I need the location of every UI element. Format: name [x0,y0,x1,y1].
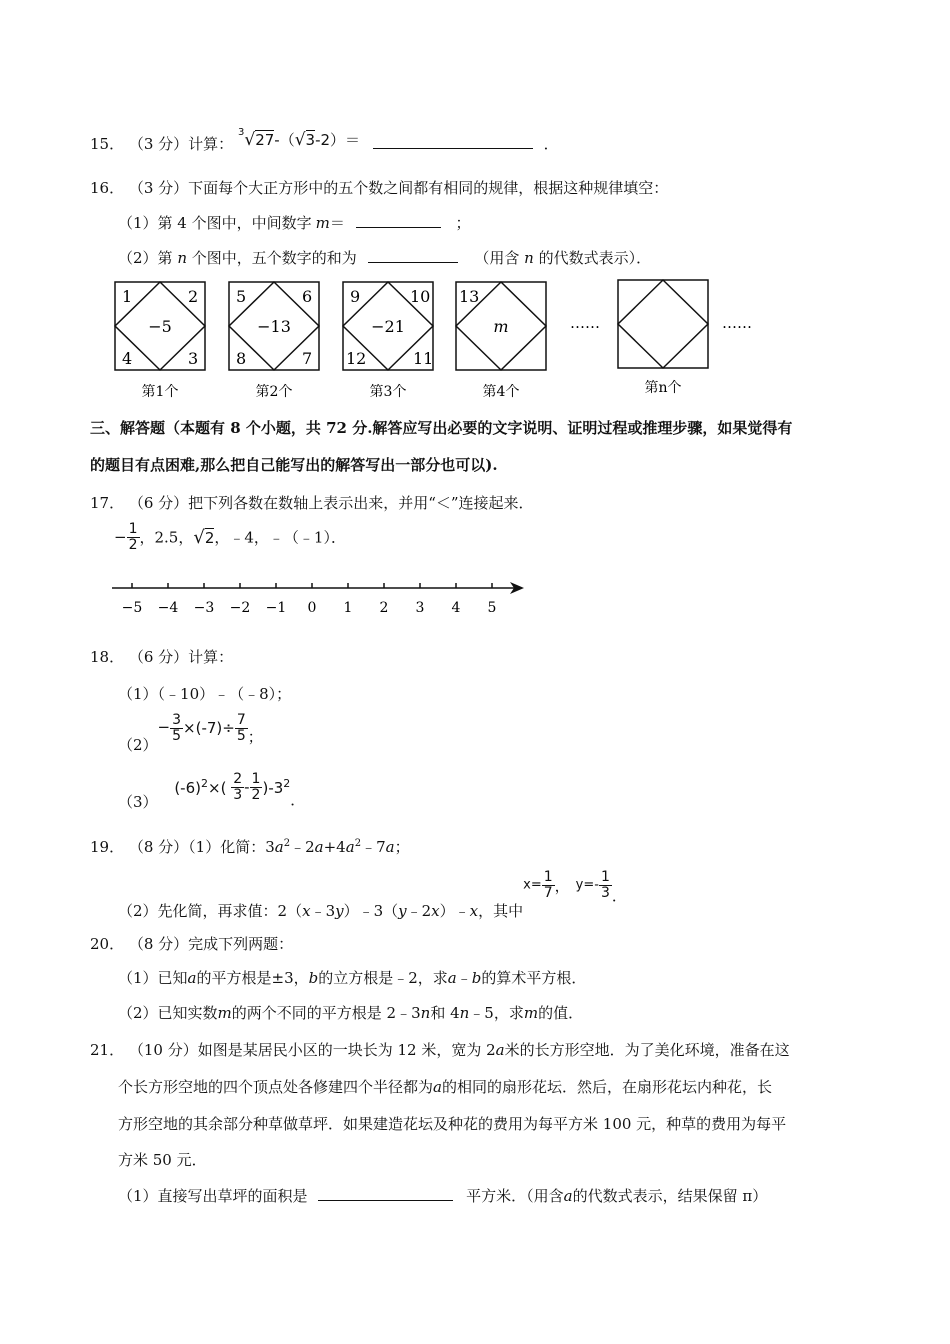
figure-1-center: −5 [148,317,172,336]
q20-p2-3: 和 4 [430,1004,460,1022]
q18-p3-exp1: 2 [201,777,208,791]
figure-3-br: 11 [413,349,434,368]
q20-p2-m2: m [523,1004,539,1022]
q18-p2-frac-b [235,713,248,743]
figure-2-caption: 第2个 [255,384,293,400]
number-line-tick-label: 2 [379,600,389,616]
q17-numbers [114,522,346,552]
q19-t4: ； [394,838,410,856]
q20-p2-1: （2）已知实数 [118,1004,218,1022]
q20-p1-b: b [308,969,319,987]
figure-3-tr: 10 [410,287,431,306]
number-line-tick-label: 3 [415,600,425,616]
q15-radicand: 27 [255,131,275,149]
q19-x2: x [431,902,440,921]
q21-l1-a: a [495,1041,505,1059]
figure-1-tr: 2 [188,287,199,306]
q20-p2-n2: n [459,1004,470,1022]
q19-t3: ﹣7 [361,838,386,856]
q20-p2-2: 的两个不同的平方根是 2﹣3 [231,1004,421,1022]
section3-line1: 三、解答题（本题有 8 个小题，共 72 分.解答应写出必要的文字说明、证明过程或推理步骤，如果觉得有 [90,419,793,437]
q16-part2-note1: （用含 [474,249,520,267]
figure-4-caption: 第4个 [482,384,520,400]
q16-part2-blank[interactable] [368,262,458,263]
q21-l1-1: （10 分）如图是某居民小区的一块长为 12 米，宽为 2 [128,1041,496,1059]
q16-part2-label: （2）第 [118,249,173,267]
q19-y-num: 1 [600,869,610,885]
q19-a3: a [345,838,355,856]
figure-n-caption: 第n个 [644,380,682,396]
q19-t1: ﹣2 [290,838,315,856]
q18-p2-a-den: 5 [172,727,182,744]
number-line-tick-label: 4 [451,600,461,616]
q19-p2-m5: ，其中 [478,902,524,921]
q18-p2-frac-a [170,713,183,743]
q21-line2 [118,1076,772,1097]
q16-stem [90,177,668,198]
q20-part2 [118,1002,583,1023]
q16-part2-mid: 个图中，五个数字的和为 [191,249,357,267]
q16-part2-var: n [177,249,187,267]
q21-number: 21． [90,1041,125,1059]
q19-p2-m3: ﹣2 [406,902,432,921]
q18-p2-b-num: 7 [236,712,246,728]
figure-n-diamond [618,280,708,368]
q20-p1-2: 的平方根是±3， [196,969,309,987]
figure-1-bl: 4 [122,349,133,368]
figure-4-tl: 13 [459,287,480,306]
figure-3-center: −21 [371,317,405,336]
q21-l2-1: 个长方形空地的四个顶点处各修建四个半径都为 [118,1078,434,1096]
figure-n-square [618,280,708,368]
q19-part2 [118,869,627,921]
number-line-tick-label: −1 [265,600,287,616]
q19-e1: 2 [283,838,291,849]
q19-e2: 2 [354,838,362,849]
q19-part1 [90,836,410,857]
figure-2-bl: 8 [236,349,247,368]
figure-4-center: m [493,317,509,336]
q15-score: （3 分）计算： [128,135,234,153]
q17-minus: − [114,528,127,547]
figure-3-bl: 12 [346,349,367,368]
q20-p1-5: 的算术平方根． [481,969,587,987]
q19-y-frac [599,870,612,900]
q18-p3-end: ． [290,791,306,810]
q18-p3-minus: - [244,778,250,797]
q19-a1: a [274,838,284,856]
q17-sqrt: √2 [193,526,215,548]
q20-p2-5: 的值． [538,1004,584,1022]
q20-p2-m: m [217,1004,232,1022]
q16-part1-blank[interactable] [356,227,441,228]
q17-rest1: ，2.5， [139,528,194,547]
q18-p3-frac-c [231,772,244,802]
number-line-tick-label: 1 [343,600,353,616]
figure-3 [343,282,433,400]
q21-p1-3: 的代数式表示，结果保留 π） [572,1187,768,1205]
q21-p1-a: a [563,1187,573,1205]
q19-p2-m1: ﹣3 [310,902,336,921]
q17-text: （6 分）把下列各数在数轴上表示出来，并用“＜”连接起来． [128,494,534,512]
q18-p3-a: (-6) [174,779,201,798]
q17-sqrt-radicand: 2 [204,528,215,547]
q20-number: 20． [90,935,125,953]
q19-xeq: x= [523,877,542,893]
q18-p3-frac-d [250,772,263,802]
q20-part1 [118,967,586,988]
q18-p2-end: ； [247,728,263,747]
number-line-tick-label: 5 [487,600,497,616]
q16-part1-label: （1）第 4 个图中，中间数字 [118,214,312,232]
q20-p1-4: ﹣ [456,969,472,987]
figure-4 [456,282,546,400]
number-line-tick-label: −4 [157,600,179,616]
q20-p2-4: ﹣5，求 [469,1004,524,1022]
q19-p2-text [118,902,523,920]
figure-3-caption: 第3个 [369,384,407,400]
figure-2-tl: 5 [236,287,247,306]
q19-yeq: y=- [575,877,599,893]
q18-part2 [118,712,263,755]
q19-x-den: 7 [543,884,553,901]
q16-figures [100,270,780,405]
q21-p1-1: （1）直接写出草坪的面积是 [118,1187,308,1205]
q19-p2-text1: （2）先化简，再求值：2（ [118,902,303,921]
q16-part2 [118,247,651,268]
q18-text: （6 分）计算： [128,648,234,666]
q16-part1-var: m [315,214,330,232]
q16-part2-note-var: n [524,249,534,267]
q18-part1: （1）（﹣10）﹣（﹣8）； [118,685,292,703]
number-line-tick-label: 0 [307,600,317,616]
q19-x-num: 1 [543,869,553,885]
q18-p3-exp2: 2 [283,777,291,791]
q21-l2-a: a [433,1078,442,1096]
figure-3-tl: 9 [350,287,361,306]
q19-p2-m2: ）﹣3（ [343,902,399,921]
q18-p3-b: ×( [208,779,227,798]
q15-number: 15． [90,135,125,153]
q18-number: 18． [90,648,125,666]
q19-a4: a [385,838,395,856]
q15-expr-rest: -（ [274,131,295,149]
figure-n [618,280,708,396]
q18-p2-a-num: 3 [172,712,182,728]
number-line-tick-label: −3 [193,600,215,616]
figure-1-tl: 1 [122,287,133,306]
q18-p3-d-num: 1 [251,771,261,787]
q19-p2-m4: ）﹣ [439,902,470,921]
q16-number: 16． [90,179,125,197]
q21-line1 [90,1039,790,1060]
number-line-tick-label: −5 [121,600,143,616]
q19-x1: x [302,902,311,921]
q19-x-frac [542,870,555,900]
q20-p1-1: （1）已知 [118,969,188,987]
q21-line3: 方形空地的其余部分种草做草坪．如果建造花坛及种花的费用为每平方米 100 元，种草的费用为每平 [118,1115,787,1133]
q17-frac-num: 1 [128,521,138,537]
number-line-tick-label: −2 [229,600,251,616]
q19-text: （8 分）（1）化简：3 [128,838,275,856]
figures-ellipsis-2: …… [722,314,752,332]
q17-fraction [127,522,140,552]
q19-t2: +4 [323,838,346,856]
q18-p3-e [262,779,290,797]
q17-frac-den: 2 [128,536,138,553]
q18-stem [90,646,233,667]
q20-p1-a2: a [447,969,457,987]
number-line [110,575,530,620]
q21-p1-2: 平方米．（用含 [466,1187,564,1205]
q18-p3-e-text: )-3 [262,779,284,798]
q15-line [90,127,559,154]
q18-p3-label: （3） [118,793,158,812]
q15-end: ． [543,135,559,153]
q18-p3-d-den: 2 [251,786,261,803]
q19-y-den: 3 [600,884,610,901]
q19-y1: y [335,902,344,921]
q15-sqrt3: 3 [305,131,316,149]
q20-p1-3: 的立方根是﹣2，求 [318,969,448,987]
q18-p2-label: （2） [118,736,158,755]
q15-expr-tail: -2）＝ [315,131,361,149]
q18-p3-c-num: 2 [233,771,243,787]
q15-expression: $^3$√27-（√3-2）＝ [237,127,361,150]
q17-stem [90,492,534,513]
q20-p1-a: a [187,969,197,987]
q17-number: 17． [90,494,125,512]
q21-l1-2: 米的长方形空地．为了美化环境，准备在这 [504,1041,790,1059]
figure-2-center: −13 [257,317,291,336]
q16-part1-eq: ＝ [329,214,345,232]
q20-p2-n1: n [420,1004,431,1022]
q19-x3: x [469,902,479,921]
q18-p2-minus: − [157,718,171,737]
q19-comma: ， [554,876,570,895]
q21-answer-blank[interactable] [318,1200,453,1201]
q21-part1 [118,1185,767,1206]
q20-text: （8 分）完成下列两题： [128,935,294,953]
q16-part1 [118,212,470,233]
figure-2-br: 7 [302,349,313,368]
q18-p3-c-den: 3 [233,786,243,803]
figures-ellipsis-1: …… [570,314,600,332]
figure-1-br: 3 [188,349,199,368]
q20-stem [90,933,293,954]
q20-p1-b2: b [471,969,482,987]
figure-2-tr: 6 [302,287,313,306]
q19-a2: a [314,838,324,856]
q18-p3-expr [174,779,231,797]
q19-y2: y [398,902,407,921]
q18-p2-b-den: 5 [236,727,246,744]
q16-part1-end: ； [455,214,471,232]
section3-line2: 的题目有点困难,那么把自己能写出的解答写出一部分也可以). [90,456,498,474]
q18-p2-mid: ×(-7)÷ [183,719,235,738]
q17-rest2: ，﹣4，﹣（﹣1）． [214,528,346,547]
figure-1 [115,282,205,400]
q18-part3 [118,771,306,812]
q21-l2-2: 的相同的扇形花坛．然后，在扇形花坛内种花，长 [441,1078,772,1096]
q19-number: 19． [90,838,125,856]
figure-1-caption: 第1个 [141,384,179,400]
q16-part2-note2: 的代数式表示）． [538,249,652,267]
q15-answer-blank[interactable] [373,148,533,149]
q19-end: ． [611,887,627,906]
figure-2 [229,282,319,400]
q16-text: （3 分）下面每个大正方形中的五个数之间都有相同的规律，根据这种规律填空： [128,179,669,197]
q21-line4: 方米 50 元． [118,1151,207,1169]
